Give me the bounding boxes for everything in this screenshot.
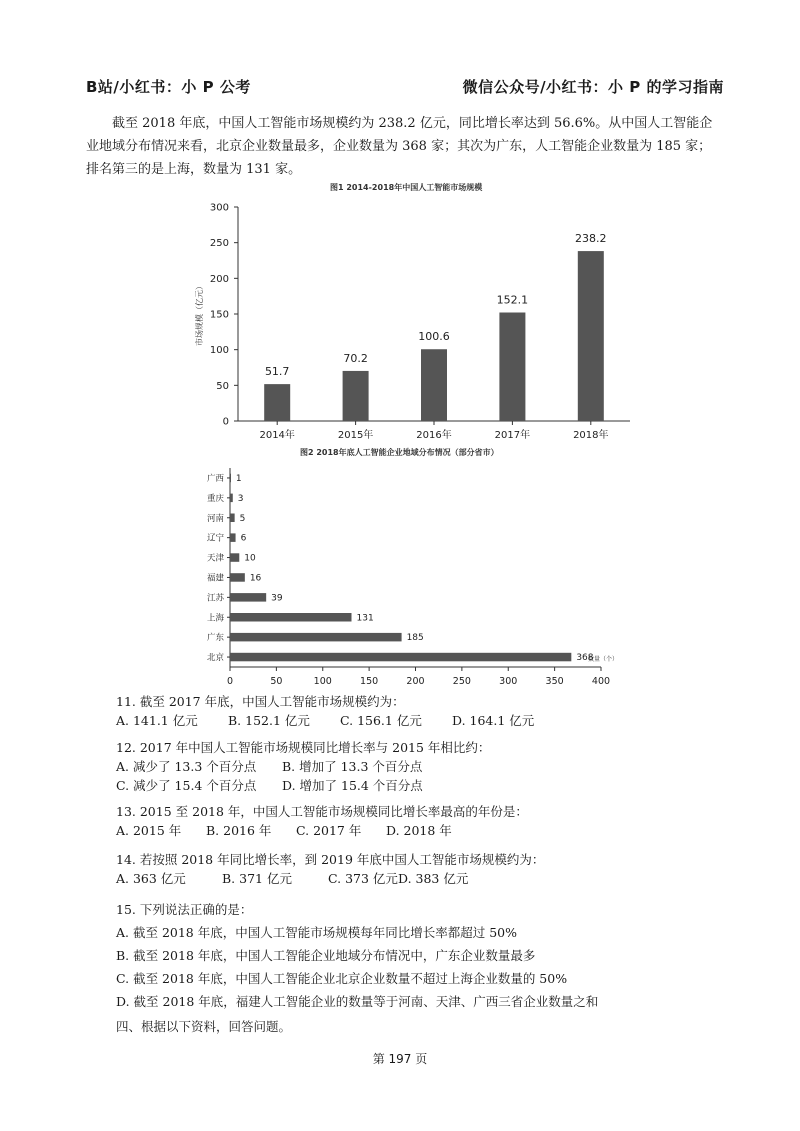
question-15 bbox=[116, 898, 598, 1013]
header-left: B站/小红书：小 P 公考 bbox=[86, 78, 251, 96]
question-11 bbox=[116, 692, 534, 730]
chart2-data-label: 5 bbox=[239, 513, 246, 524]
chart2-x-tick-label: 350 bbox=[545, 676, 564, 687]
chart2-y-tick-label: 江苏 bbox=[206, 593, 224, 604]
q15-option-c[interactable]: C. 截至 2018 年底，中国人工智能企业北京企业数量不超过上海企业数量的 50% bbox=[116, 971, 568, 986]
chart2-bar-江苏 bbox=[230, 593, 266, 602]
chart1-data-label: 51.7 bbox=[264, 365, 290, 379]
q14-option-c[interactable]: C. 373 亿元 bbox=[328, 871, 398, 886]
q11-stem: 11. 截至 2017 年底，中国人工智能市场规模约为： bbox=[116, 694, 405, 709]
chart2-y-tick-label: 重庆 bbox=[206, 493, 224, 504]
chart1-market-size bbox=[190, 195, 650, 457]
chart2-x-axis-label: 数量（个） bbox=[587, 656, 619, 663]
chart2-x-tick-label: 300 bbox=[499, 676, 518, 687]
chart1-data-label: 152.1 bbox=[496, 293, 529, 307]
chart2-data-label: 16 bbox=[249, 573, 262, 584]
q12-stem: 12. 2017 年中国人工智能市场规模同比增长率与 2015 年相比约： bbox=[116, 740, 491, 755]
chart1-bar-2014年 bbox=[264, 384, 290, 421]
q14-option-d[interactable]: D. 383 亿元 bbox=[398, 871, 469, 886]
chart2-x-tick-label: 200 bbox=[406, 676, 425, 687]
chart2-bar-辽宁 bbox=[230, 533, 236, 542]
chart2-bar-广西 bbox=[230, 474, 231, 483]
chart2-y-tick-label: 广西 bbox=[206, 473, 224, 484]
chart1-y-tick-label: 0 bbox=[222, 416, 229, 428]
chart2-data-label: 6 bbox=[240, 533, 247, 544]
chart2-data-label: 1 bbox=[235, 473, 242, 484]
chart2-x-tick-label: 100 bbox=[313, 676, 332, 687]
chart2-y-tick-label: 上海 bbox=[206, 613, 224, 624]
intro-paragraph bbox=[86, 112, 720, 181]
chart1-y-tick-label: 150 bbox=[209, 309, 229, 321]
q14-stem: 14. 若按照 2018 年同比增长率，到 2019 年底中国人工智能市场规模约为： bbox=[116, 852, 545, 867]
chart2-x-tick-label: 0 bbox=[226, 676, 234, 687]
chart2-enterprise-distribution bbox=[190, 465, 650, 690]
chart2-x-tick-label: 150 bbox=[360, 676, 379, 687]
chart2-x-tick-label: 250 bbox=[452, 676, 471, 687]
chart2-y-tick-label: 北京 bbox=[206, 653, 224, 664]
chart1-x-tick-label: 2014年 bbox=[259, 430, 295, 441]
q11-option-b[interactable]: B. 152.1 亿元 bbox=[228, 713, 310, 728]
q13-option-d[interactable]: D. 2018 年 bbox=[386, 823, 452, 838]
section-4-heading: 四、根据以下资料，回答问题。 bbox=[116, 1019, 292, 1034]
chart2-bar-广东 bbox=[230, 633, 402, 642]
chart1-data-label: 238.2 bbox=[575, 232, 607, 246]
chart1-y-tick-label: 100 bbox=[209, 345, 229, 357]
chart2-y-tick-label: 福建 bbox=[206, 573, 224, 584]
chart2-y-tick-label: 辽宁 bbox=[206, 533, 224, 544]
chart2-bar-北京 bbox=[230, 653, 571, 662]
q14-option-a[interactable]: A. 363 亿元 bbox=[116, 871, 186, 886]
chart1-x-tick-label: 2018年 bbox=[573, 430, 609, 441]
page-number: 第 197 页 bbox=[372, 1052, 428, 1066]
chart2-data-label: 39 bbox=[271, 593, 283, 604]
chart1-bar-2015年 bbox=[343, 371, 369, 421]
chart1-data-label: 70.2 bbox=[343, 351, 368, 365]
q14-option-b[interactable]: B. 371 亿元 bbox=[222, 871, 292, 886]
chart1-x-tick-label: 2015年 bbox=[337, 430, 374, 441]
chart1-bar-2017年 bbox=[499, 313, 525, 421]
chart1-data-label: 100.6 bbox=[418, 330, 450, 344]
chart1-x-tick-label: 2017年 bbox=[494, 430, 531, 441]
chart1-x-tick-label: 2016年 bbox=[416, 430, 452, 441]
q13-option-a[interactable]: A. 2015 年 bbox=[116, 823, 182, 838]
chart2-data-label: 131 bbox=[356, 613, 374, 624]
q12-option-b[interactable]: B. 增加了 13.3 个百分点 bbox=[282, 759, 423, 774]
chart2-y-tick-label: 天津 bbox=[206, 553, 224, 564]
chart2-bar-河南 bbox=[230, 514, 235, 523]
q13-option-b[interactable]: B. 2016 年 bbox=[206, 823, 272, 838]
chart2-bar-福建 bbox=[230, 573, 245, 582]
chart1-y-tick-label: 200 bbox=[209, 273, 229, 285]
question-14 bbox=[116, 850, 544, 888]
header-right: 微信公众号/小红书：小 P 的学习指南 bbox=[462, 78, 724, 96]
chart2-bar-上海 bbox=[230, 613, 352, 622]
chart1-y-axis-label: 市场规模（亿元） bbox=[195, 282, 204, 346]
chart1-y-tick-label: 300 bbox=[209, 202, 229, 214]
question-12 bbox=[116, 738, 490, 795]
chart2-x-tick-label: 400 bbox=[591, 676, 611, 687]
chart2-data-label: 10 bbox=[244, 553, 256, 564]
chart2-bar-重庆 bbox=[230, 494, 233, 503]
q13-stem: 13. 2015 至 2018 年，中国人工智能市场规模同比增长率最高的年份是： bbox=[116, 804, 528, 819]
chart2-data-label: 368 bbox=[576, 653, 594, 664]
q15-option-b[interactable]: B. 截至 2018 年底，中国人工智能企业地域分布情况中，广东企业数量最多 bbox=[116, 948, 536, 963]
question-13 bbox=[116, 802, 528, 840]
q15-option-a[interactable]: A. 截至 2018 年底，中国人工智能市场规模每年同比增长率都超过 50% bbox=[116, 925, 517, 940]
chart2-bar-天津 bbox=[230, 553, 239, 562]
chart2-x-tick-label: 50 bbox=[270, 676, 283, 687]
intro-text: 截至 2018 年底，中国人工智能市场规模约为 238.2 亿元，同比增长率达到 56.6%。从中国人工智能企业地域分布情况来看，北京企业数量最多，企业数量为 368 家；其次为广东，人工智能企业数量为 185 家；排名第三的是上海，数量为 131 家。 bbox=[86, 116, 713, 177]
chart2-y-tick-label: 广东 bbox=[206, 633, 224, 644]
q11-option-d[interactable]: D. 164.1 亿元 bbox=[452, 713, 535, 728]
q12-option-d[interactable]: D. 增加了 15.4 个百分点 bbox=[282, 778, 423, 793]
chart2-title: 图2 2018年底人工智能企业地域分布情况（部分省市） bbox=[300, 448, 499, 457]
q12-option-c[interactable]: C. 减少了 15.4 个百分点 bbox=[116, 778, 257, 793]
q11-option-c[interactable]: C. 156.1 亿元 bbox=[340, 713, 422, 728]
chart1-bar-2018年 bbox=[578, 251, 604, 421]
q11-option-a[interactable]: A. 141.1 亿元 bbox=[116, 713, 198, 728]
q15-stem: 15. 下列说法正确的是： bbox=[116, 902, 253, 917]
chart1-y-tick-label: 250 bbox=[209, 238, 229, 250]
q13-option-c[interactable]: C. 2017 年 bbox=[296, 823, 362, 838]
chart2-data-label: 185 bbox=[406, 633, 424, 644]
chart1-y-tick-label: 50 bbox=[216, 380, 229, 392]
chart2-y-tick-label: 河南 bbox=[206, 513, 224, 524]
q12-option-a[interactable]: A. 减少了 13.3 个百分点 bbox=[116, 759, 257, 774]
chart1-title: 图1 2014-2018年中国人工智能市场规模 bbox=[330, 183, 483, 192]
chart2-data-label: 3 bbox=[237, 493, 244, 504]
q15-option-d[interactable]: D. 截至 2018 年底，福建人工智能企业的数量等于河南、天津、广西三省企业数量之和 bbox=[116, 994, 599, 1009]
chart1-bar-2016年 bbox=[421, 349, 447, 421]
